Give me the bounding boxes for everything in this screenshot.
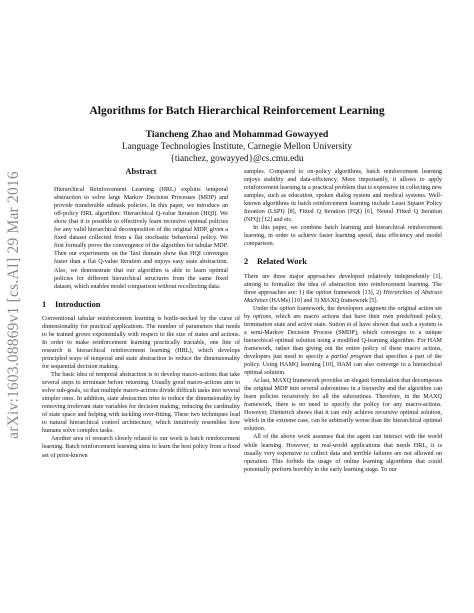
text-run: framework, the developers augment the original action set by: [244, 305, 442, 320]
paper-title: Algorithms for Batch Hierarchical Reinforcement Learning: [89, 104, 385, 117]
section-heading-introduction: [42, 301, 240, 309]
text-run: Under the: [253, 305, 280, 312]
section-number: 1: [42, 299, 47, 309]
intro-paragraph: Conventional tabular reinforcement learning is bottle-necked by the curse of dimensionality for practical applications. The number of parameters that needs to be trained grows exponentially with respect to the size of states and actions. In order to make reinforcement learning practically tractable, one line of research is hierarchical reinforcement learning (HRL), which develops principled ways of temporal and state abstraction to reduce the dimensionality for sequential decision making.: [42, 315, 240, 370]
section-number: 2: [244, 257, 249, 267]
text-run: (HAMs) [10] and 3) MAXQ framework [5].: [267, 297, 379, 304]
text-run: that specifies a part of the policy. Using HAMQ learning [10], HAM can also converge to a hierarchical optimal solution.: [244, 353, 442, 377]
paper-authors: Tiancheng Zhao and Mohammad Gowayyed: [145, 129, 329, 140]
text-run: There are three major approaches developed relatively independently [1], aiming to formalize the idea of abstraction into reinforcement learning. The three approaches are: 1) the: [244, 273, 442, 296]
text-run-italic: option: [315, 289, 332, 296]
arxiv-id[interactable]: arXiv:1603.08869v1 [cs.AI] 29 Mar 2016: [5, 171, 22, 439]
text-run-italic: option: [279, 305, 296, 312]
left-column: [42, 160, 240, 460]
text-run: framework [13], 2): [331, 289, 384, 296]
text-run: , which are macro actions that have their own predefined policy, termination state and active state. Sutton et al have shown that such a system is a semi-Markov Decision Process (SMDP), which converges to a unique hierarchical optimal solution using a modified Q-learning algorithm. For HAM framework, rather than giving out the entire policy of these macro actions, developers just need to specify a: [244, 313, 442, 360]
section-title: Related Work: [257, 257, 307, 267]
intro-paragraph: The basic idea of temporal abstraction is to develop macro-actions that take several steps to terminate before returning. Usually good macro-actions aim to solve sub-goals, so that multiple macro-actions divide difficult tasks into several simpler ones. In addition, state abstraction tries to reduce the dimensionality by removing irrelevant state variables for decision making, reducing the cardinality of state space and helping with tackling over-fitting. These two techniques lead to natural hierarchical control architecture, which intuitively resembles how humans solve complex tasks.: [42, 372, 240, 435]
text-run-italic: Hierarchies of Abstract Machines: [244, 289, 442, 304]
section-heading-related-work: [244, 258, 442, 266]
right-column: [244, 168, 442, 474]
related-paragraph: [244, 305, 442, 377]
text-run-italic: partial program: [331, 353, 372, 360]
related-paragraph: At last, MAXQ framework provides an elegant formulation that decomposes the original MDP into several subroutines in a hierarchy and the algorithm can learn policies recursively for all the subroutines. Therefore, in the MAXQ framework, there is no need to specify the policy for any macro-actions. However, Dietterich shows that it can only achieve recursive optimal solution, which in the extreme case, can be arbitrarily worse than the hierarchical optimal solution.: [244, 378, 442, 433]
related-paragraph: [244, 273, 442, 305]
section-title: Introduction: [55, 299, 101, 309]
related-paragraph: All of the above work assumes that the agent can interact with the world while learning. However, in real-world applications that needs HRL, it is usually very expensive to collect data and terrible failures are not allowed on operation. This forbids the usage of online learning algorithms that could potentially preform horribly in the early learning stage. To our: [244, 434, 442, 473]
intro-paragraph-continued: samples. Compared to on-policy algorithms, batch reinforcement learning enjoys stability and data-efficiency. More importantly, it allows to apply reinforcement learning in a practical problem that is expensive in collecting new samples, such as education, spoken dialog system and medical systems. Well-known algorithms in batch reinforcement learning include Least Square Policy Iteration (LSPI) [8], Fitted Q Iteration (FQI) [6], Neural Fitted Q Iteration (NFQ) [12] and etc.: [244, 169, 442, 224]
affiliation-emails: {tianchez, gowayyed}@cs.cmu.edu: [170, 153, 304, 164]
arxiv-sidebar-stamp: [3, 150, 25, 460]
affiliation-institute: Language Technologies Institute, Carnegie Mellon University: [122, 142, 352, 152]
intro-paragraph: Another area of research closely related to our work is batch reinforcement learning. Batch reinforcement learning aims to learn the best policy from a fixed set of prior-known: [42, 436, 240, 459]
abstract-text: Hierarchical Reinforcement Learning (HRL) exploits temporal abstraction to solve large Markov Decision Processes (MDP) and provide transferable subtask policies. In this paper, we introduce an off-policy HRL algorithm: Hierarchical Q-value Iteration (HQI). We show that it is possible to effectively learn recursive optimal policies for any valid hierarchical decomposition of the original MDP, given a fixed dataset collected from a flat stochastic behavioral policy. We first formally prove the convergence of the algorithm for tabular MDP. Then our experiments on the Taxi domain show that HQI converges faster than a flat Q-value Iteration and enjoys easy state abstraction. Also, we demonstrate that our algorithm is able to learn optimal policies for different hierarchical structures from the same fixed dataset, which enables model comparison without recollecting data.: [54, 187, 228, 290]
text-run-italic: options: [253, 313, 272, 320]
intro-paragraph: In this paper, we combine batch learning and hierarchical reinforcement learning, in order to achieve faster learning speed, data efficiency and model comparison.: [244, 225, 442, 248]
abstract-heading: Abstract: [125, 167, 157, 176]
